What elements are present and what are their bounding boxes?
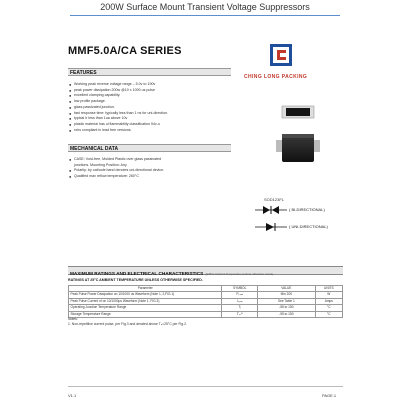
table-cell: -55 to 150 — [258, 305, 316, 311]
column-header: UNITS — [315, 286, 342, 292]
features-heading: FEATURES — [68, 68, 231, 76]
version-label: V1.1 — [68, 393, 77, 398]
page-title: 200W Surface Mount Transient Voltage Suppressors — [100, 2, 310, 12]
mechanical-text: Polarity: by cathode band denotes uni-directional device. — [74, 168, 165, 173]
mechanical-text: junctions. Mounting Position: Any — [74, 162, 127, 167]
bidirectional-diode-icon — [255, 205, 287, 215]
table-cell: Amps — [315, 298, 342, 304]
feature-text: glass passivated junction. — [74, 104, 115, 109]
feature-text: peak power dissipation 200w @10 x 1000 us pulse — [74, 87, 155, 92]
ratings-subheading: RATINGS AT 25°C AMBIENT TEMPERATURE UNLESS OTHERWISE SPECIFIED. — [68, 278, 203, 282]
company-name: CHING LONG PACKING — [244, 74, 308, 80]
title-divider — [70, 15, 340, 16]
mechanical-list — [68, 157, 238, 180]
bullet-icon: ● — [69, 82, 72, 87]
feature-text: plastic material has ul flammability classification 94v-o — [74, 121, 160, 126]
ratings-heading-text: MAXIMUM RATINGS AND ELECTRICAL CHARACTERISTICS — [70, 271, 204, 276]
table-cell: W — [315, 292, 342, 298]
feature-text: low profile package. — [74, 99, 106, 104]
bullet-icon: ● — [69, 87, 72, 93]
notes-label: Notes: — [68, 317, 78, 321]
table-cell: Iₚₚₘ — [222, 298, 258, 304]
table-cell: -55 to 150 — [258, 311, 316, 317]
package-label: SOD123FL — [264, 197, 285, 202]
table-row — [69, 311, 343, 317]
features-list — [68, 82, 238, 133]
footer-divider — [68, 386, 343, 387]
table-cell: See Table 1 — [258, 298, 316, 304]
series-heading: MMF5.0A/CA SERIES — [68, 45, 182, 57]
package-drawing-icon — [272, 104, 324, 194]
bullet-icon: ● — [69, 157, 72, 162]
table-cell: Peak Pulse Current of on 10/1000µs Waveform (Note 1, FIG.3) — [69, 298, 222, 304]
mechanical-text: Qualified max reflow temperature: 260°C — [74, 174, 139, 179]
unidirectional-diode-icon — [255, 222, 287, 232]
table-cell: Peak Pulse Power Dissipation on 10/1000 us Waveform (Note 1, 2,FIG.1) — [69, 292, 222, 298]
table-cell: Storage Temperature Range — [69, 311, 222, 317]
feature-text: typical Ir less than 1ua above 10v — [74, 116, 128, 121]
mechanical-text: CASE: Void-free, Molded Plastic over glass passivated — [74, 157, 162, 161]
bullet-icon: ● — [69, 110, 72, 116]
ratings-heading-note: @25°C Ambient Temperature (unless otherwise noted) — [205, 272, 273, 276]
bullet-icon: ● — [69, 168, 72, 174]
bullet-icon: ● — [69, 127, 72, 133]
table-cell: °C — [315, 311, 342, 317]
table-cell: Tⱼ — [222, 305, 258, 311]
ratings-table — [68, 285, 343, 318]
page-number: PAGE.1 — [322, 393, 337, 398]
note-item: 1. Non-repetitive current pulse, per Fig.3 and derated above Tₐ=25°C per Fig.2. — [68, 322, 187, 326]
bullet-icon: ● — [69, 174, 72, 180]
list-item — [68, 128, 238, 134]
column-header: SYMBOL — [222, 286, 258, 292]
unidirectional-label: ( UNI-DIRECTIONAL) — [289, 224, 328, 229]
feature-text: fast response time: typically less than 1 ns for uni-direction. — [74, 110, 169, 115]
bullet-icon: ● — [69, 104, 72, 110]
table-cell: Min 200 — [258, 292, 316, 298]
bullet-icon: ● — [69, 93, 72, 99]
list-item — [68, 174, 238, 180]
feature-text: excellent clamping capability. — [74, 93, 121, 98]
mechanical-heading: MECHANICAL DATA — [68, 144, 231, 152]
company-logo-icon — [270, 44, 292, 66]
bullet-icon: ● — [69, 116, 72, 122]
table-cell: °C — [315, 305, 342, 311]
feature-text: Working peak reverse voltage range – 5.0v to 190v — [74, 82, 156, 86]
column-header: VALUE — [258, 286, 316, 292]
ratings-heading — [68, 266, 343, 275]
bullet-icon: ● — [69, 121, 72, 127]
bullet-icon: ● — [69, 99, 72, 105]
table-cell: Operating Junction Temperature Range — [69, 305, 222, 311]
column-header: Parameter — [69, 286, 222, 292]
table-cell: Pₚₚₘ — [222, 292, 258, 298]
bidirectional-label: ( BI-DIRECTIONAL) — [289, 207, 325, 212]
feature-text: rohs compliant in lead free versions. — [74, 127, 132, 132]
table-cell: Tₛₜᴳ — [222, 311, 258, 317]
